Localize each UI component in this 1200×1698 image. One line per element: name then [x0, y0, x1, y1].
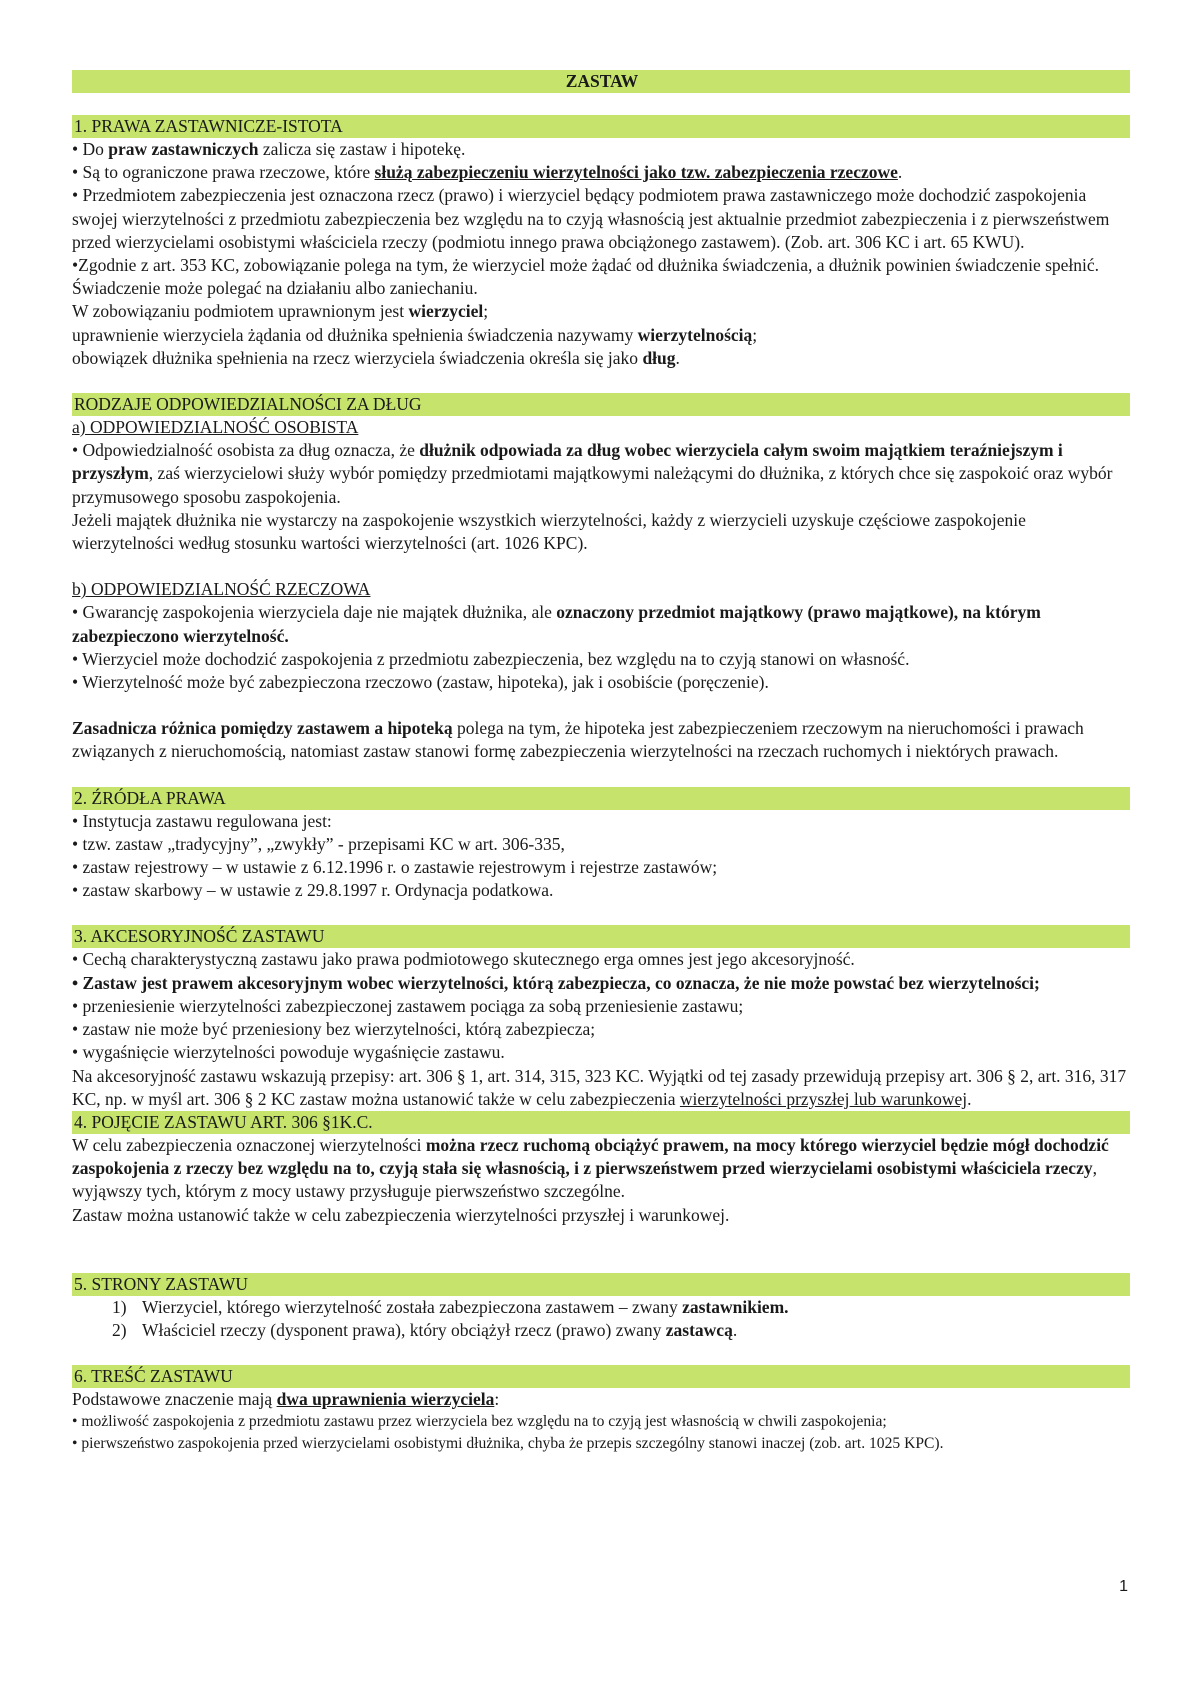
- paragraph: • przeniesienie wierzytelności zabezpieczonej zastawem pociąga za sobą przeniesienie zastawu;: [72, 995, 744, 1016]
- paragraph: • zastaw rejestrowy – w ustawie z 6.12.1996 r. o zastawie rejestrowym i rejestrze zastawów;: [72, 857, 718, 878]
- paragraph: W celu zabezpieczenia oznaczonej wierzytelności można rzecz ruchomą obciążyć prawem, na mocy którego wierzyciel będzie mógł dochodzić zaspokojenia z rzeczy bez względu na to, czyją stała się własnością, i z pierwszeństwem przed wierzycielami osobistymi właściciela rzeczy, wyjąwszy tych, którym z mocy ustawy przysługuje pierwszeństwo szczególne.: [72, 1134, 1109, 1202]
- section-heading-6: 6. TREŚĆ ZASTAWU: [72, 1365, 1130, 1388]
- paragraph: • wygaśnięcie wierzytelności powoduje wygaśnięcie zastawu.: [72, 1042, 505, 1063]
- paragraph: • zastaw skarbowy – w ustawie z 29.8.1997 r. Ordynacja podatkowa.: [72, 880, 554, 901]
- section-heading-rodzaje: RODZAJE ODPOWIEDZIALNOŚCI ZA DŁUG: [72, 393, 1130, 416]
- paragraph: • Przedmiotem zabezpieczenia jest oznaczona rzecz (prawo) i wierzyciel będący podmiotem prawa zastawniczego może dochodzić zaspokojenia swojej wierzytelności z przedmiotu zabezpieczenia bez względu na to czyją własnością jest aktualnie przedmiot zabezpieczenia i z pierwszeństwem przed wierzycielami osobistymi właściciela rzeczy (podmiotu innego prawa obciążonego zastawem). (Zob. art. 306 KC i art. 65 KWU).: [72, 185, 1110, 252]
- paragraph: • Odpowiedzialność osobista za dług oznacza, że dłużnik odpowiada za dług wobec wierzyciela całym swoim majątkiem teraźniejszym i przyszłym, zaś wierzycielowi służy wybór pomiędzy przedmiotami majątkowymi należącymi do dłużnika, z których chce się zaspokoić oraz wybór przymusowego sposobu zaspokojenia.: [72, 440, 1113, 507]
- section-heading-5: 5. STRONY ZASTAWU: [72, 1273, 1130, 1296]
- page-number: 1: [1119, 1578, 1128, 1595]
- paragraph: • Gwarancję zaspokojenia wierzyciela daje nie majątek dłużnika, ale oznaczony przedmiot majątkowy (prawo majątkowe), na którym zabezpieczono wierzytelność.: [72, 602, 1041, 646]
- paragraph: • Cechą charakterystyczną zastawu jako prawa podmiotowego skutecznego erga omnes jest jego akcesoryjność.: [72, 949, 855, 970]
- subheading-b: b) ODPOWIEDZIALNOŚĆ RZECZOWA: [72, 579, 371, 600]
- paragraph: • Są to ograniczone prawa rzeczowe, które służą zabezpieczeniu wierzytelności jako tzw. zabezpieczenia rzeczowe.: [72, 162, 903, 183]
- paragraph: • Wierzyciel może dochodzić zaspokojenia z przedmiotu zabezpieczenia, bez względu na to czyją stanowi on własność.: [72, 648, 910, 669]
- paragraph: Zastaw można ustanowić także w celu zabezpieczenia wierzytelności przyszłej i warunkowej.: [72, 1204, 730, 1225]
- section-heading-3: 3. AKCESORYJNOŚĆ ZASTAWU: [72, 925, 1130, 948]
- paragraph: • Instytucja zastawu regulowana jest:: [72, 810, 332, 831]
- paragraph: Na akcesoryjność zastawu wskazują przepisy: art. 306 § 1, art. 314, 315, 323 KC. Wyjątki od tej zasady przewidują przepisy art. 306 § 2, art. 316, 317 KC, np. w myśl art. 306 § 2 KC zastaw można ustanowić także w celu zabezpieczenia wierzytelności przyszłej lub warunkowej.: [72, 1065, 1127, 1109]
- paragraph: uprawnienie wierzyciela żądania od dłużnika spełnienia świadczenia nazywamy wierzytelnością;: [72, 324, 758, 345]
- paragraph: obowiązek dłużnika spełnienia na rzecz wierzyciela świadczenia określa się jako dług.: [72, 347, 680, 368]
- paragraph: • Do praw zastawniczych zalicza się zastaw i hipotekę.: [72, 139, 466, 159]
- paragraph: W zobowiązaniu podmiotem uprawnionym jest wierzyciel;: [72, 301, 489, 322]
- parties-list: [72, 1296, 1130, 1342]
- subheading-a: a) ODPOWIEDZIALNOŚĆ OSOBISTA: [72, 417, 359, 438]
- document-page: [72, 70, 1130, 1455]
- paragraph: •Zgodnie z art. 353 KC, zobowiązanie polega na tym, że wierzyciel może żądać od dłużnika świadczenia, a dłużnik powinien świadczenie spełnić. Świadczenie może polegać na działaniu albo zaniechaniu.: [72, 255, 1100, 299]
- paragraph: Zasadnicza różnica pomiędzy zastawem a hipoteką polega na tym, że hipoteka jest zabezpieczeniem rzeczowym na nieruchomości i prawach związanych z nieruchomością, natomiast zastaw stanowi formę zabezpieczenia wierzytelności na rzeczach ruchomych i niektórych prawach.: [72, 718, 1084, 762]
- paragraph: • Wierzytelność może być zabezpieczona rzeczowo (zastaw, hipoteka), jak i osobiście (poręczenie).: [72, 672, 769, 693]
- paragraph: • pierwszeństwo zaspokojenia przed wierzycielami osobistymi dłużnika, chyba że przepis szczególny stanowi inaczej (zob. art. 1025 KPC).: [72, 1435, 944, 1453]
- section-heading-2: 2. ŹRÓDŁA PRAWA: [72, 787, 1130, 810]
- document-title: ZASTAW: [72, 70, 1130, 93]
- paragraph: • zastaw nie może być przeniesiony bez wierzytelności, którą zabezpiecza;: [72, 1019, 596, 1040]
- paragraph: Podstawowe znaczenie mają dwa uprawnienia wierzyciela:: [72, 1389, 500, 1410]
- paragraph: • Zastaw jest prawem akcesoryjnym wobec wierzytelności, którą zabezpiecza, co oznacza, że nie może powstać bez wierzytelności;: [72, 972, 1040, 993]
- paragraph: • możliwość zaspokojenia z przedmiotu zastawu przez wierzyciela bez względu na to czyją jest własnością w chwili zaspokojenia;: [72, 1413, 887, 1431]
- section-heading-4: 4. POJĘCIE ZASTAWU ART. 306 §1K.C.: [72, 1111, 1130, 1134]
- list-item: 1) Wierzyciel, którego wierzytelność została zabezpieczona zastawem – zwany zastawnikiem.: [112, 1296, 789, 1317]
- section-heading-1: 1. PRAWA ZASTAWNICZE-ISTOTA: [72, 115, 1130, 138]
- list-item: 2) Właściciel rzeczy (dysponent prawa), który obciążył rzecz (prawo) zwany zastawcą.: [112, 1319, 738, 1340]
- paragraph: Jeżeli majątek dłużnika nie wystarczy na zaspokojenie wszystkich wierzytelności, każdy z wierzycieli uzyskuje częściowe zaspokojenie wierzytelności według stosunku wartości wierzytelności (art. 1026 KPC).: [72, 509, 1026, 554]
- paragraph: • tzw. zastaw „tradycyjny”, „zwykły” - przepisami KC w art. 306-335,: [72, 833, 565, 854]
